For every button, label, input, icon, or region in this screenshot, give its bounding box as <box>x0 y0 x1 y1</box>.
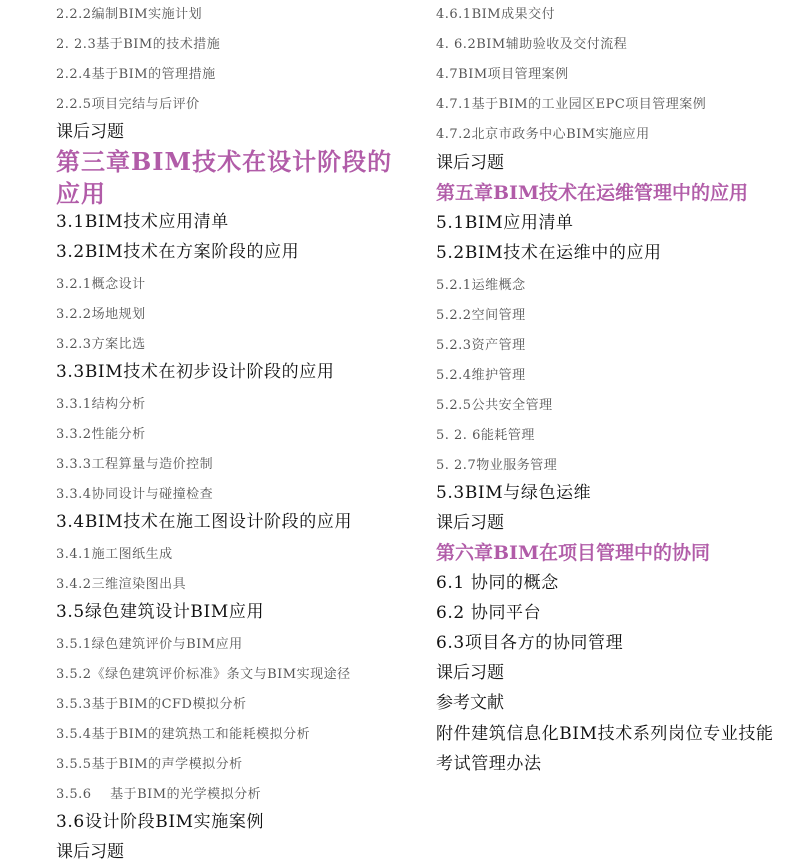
toc-entry: 2.2.5项目完结与后评价 <box>56 97 200 112</box>
toc-entry: 2.2.4基于BIM的管理措施 <box>56 67 216 82</box>
toc-entry: 5.1BIM应用清单 <box>436 213 574 233</box>
toc-entry: 5.3BIM与绿色运维 <box>436 483 592 503</box>
toc-entry: 3.3.1结构分析 <box>56 397 146 412</box>
toc-entry: 附件建筑信息化BIM技术系列岗位专业技能考试管理办法 <box>436 724 774 774</box>
toc-entry: 3.2.3方案比选 <box>56 337 146 352</box>
toc-entry: 课后习题 <box>436 513 504 533</box>
toc-entry: 5.2BIM技术在运维中的应用 <box>436 243 662 263</box>
toc-entry: 3.4.1施工图纸生成 <box>56 547 173 562</box>
toc-entry: 3.4.2三维渲染图出具 <box>56 577 187 592</box>
toc-entry: 3.6设计阶段BIM实施案例 <box>56 812 265 832</box>
toc-entry: 3.2.1概念设计 <box>56 277 146 292</box>
toc-entry: 5.2.4维护管理 <box>436 368 526 383</box>
toc-entry: 参考文献 <box>436 693 504 713</box>
toc-entry: 5.2.5公共安全管理 <box>436 398 553 413</box>
toc-entry: 5. 2. 6能耗管理 <box>436 428 535 443</box>
toc-entry: 3.1BIM技术应用清单 <box>56 212 229 232</box>
toc-entry: 6.2 协同平台 <box>436 603 542 623</box>
toc-entry: 5.2.1运维概念 <box>436 278 526 293</box>
toc-entry: 4.7BIM项目管理案例 <box>436 67 569 82</box>
toc-entry: 3.5.5基于BIM的声学模拟分析 <box>56 757 243 772</box>
toc-entry: 3.2BIM技术在方案阶段的应用 <box>56 242 300 262</box>
toc-entry: 5.2.3资产管理 <box>436 338 526 353</box>
toc-entry: 4. 6.2BIM辅助验收及交付流程 <box>436 37 628 52</box>
toc-entry: 4.6.1BIM成果交付 <box>436 7 556 22</box>
toc-entry: 5. 2.7物业服务管理 <box>436 458 558 473</box>
toc-entry: 课后习题 <box>436 153 504 173</box>
toc-entry: 3.3BIM技术在初步设计阶段的应用 <box>56 362 335 382</box>
toc-entry: 4.7.2北京市政务中心BIM实施应用 <box>436 127 650 142</box>
chapter-heading: 第五章BIM技术在运维管理中的应用 <box>436 182 748 204</box>
toc-entry: 3.4BIM技术在施工图设计阶段的应用 <box>56 512 353 532</box>
toc-entry: 3.3.3工程算量与造价控制 <box>56 457 214 472</box>
toc-entry: 课后习题 <box>56 842 124 862</box>
toc-entry: 5.2.2空间管理 <box>436 308 526 323</box>
toc-entry: 3.5.4基于BIM的建筑热工和能耗模拟分析 <box>56 727 311 742</box>
toc-entry: 课后习题 <box>436 663 504 683</box>
toc-entry: 4.7.1基于BIM的工业园区EPC项目管理案例 <box>436 97 707 112</box>
toc-entry: 3.5.2《绿色建筑评价标准》条文与BIM实现途径 <box>56 667 351 682</box>
toc-entry: 3.5.1绿色建筑评价与BIM应用 <box>56 637 243 652</box>
toc-entry: 3.5.3基于BIM的CFD模拟分析 <box>56 697 247 712</box>
chapter-heading: 第三章BIM技术在设计阶段的应用 <box>56 147 393 208</box>
chapter-heading: 第六章BIM在项目管理中的协同 <box>436 542 710 564</box>
toc-entry: 3.5绿色建筑设计BIM应用 <box>56 602 265 622</box>
toc-entry: 6.3项目各方的协同管理 <box>436 633 624 653</box>
toc-entry: 课后习题 <box>56 122 124 142</box>
toc-entry: 3.5.6 基于BIM的光学模拟分析 <box>56 787 262 802</box>
toc-entry: 6.1 协同的概念 <box>436 573 559 593</box>
toc-entry: 3.3.4协同设计与碰撞检查 <box>56 487 214 502</box>
toc-entry: 2. 2.3基于BIM的技术措施 <box>56 37 221 52</box>
toc-entry: 3.2.2场地规划 <box>56 307 146 322</box>
toc-entry: 3.3.2性能分析 <box>56 427 146 442</box>
toc-entry: 2.2.2编制BIM实施计划 <box>56 7 203 22</box>
